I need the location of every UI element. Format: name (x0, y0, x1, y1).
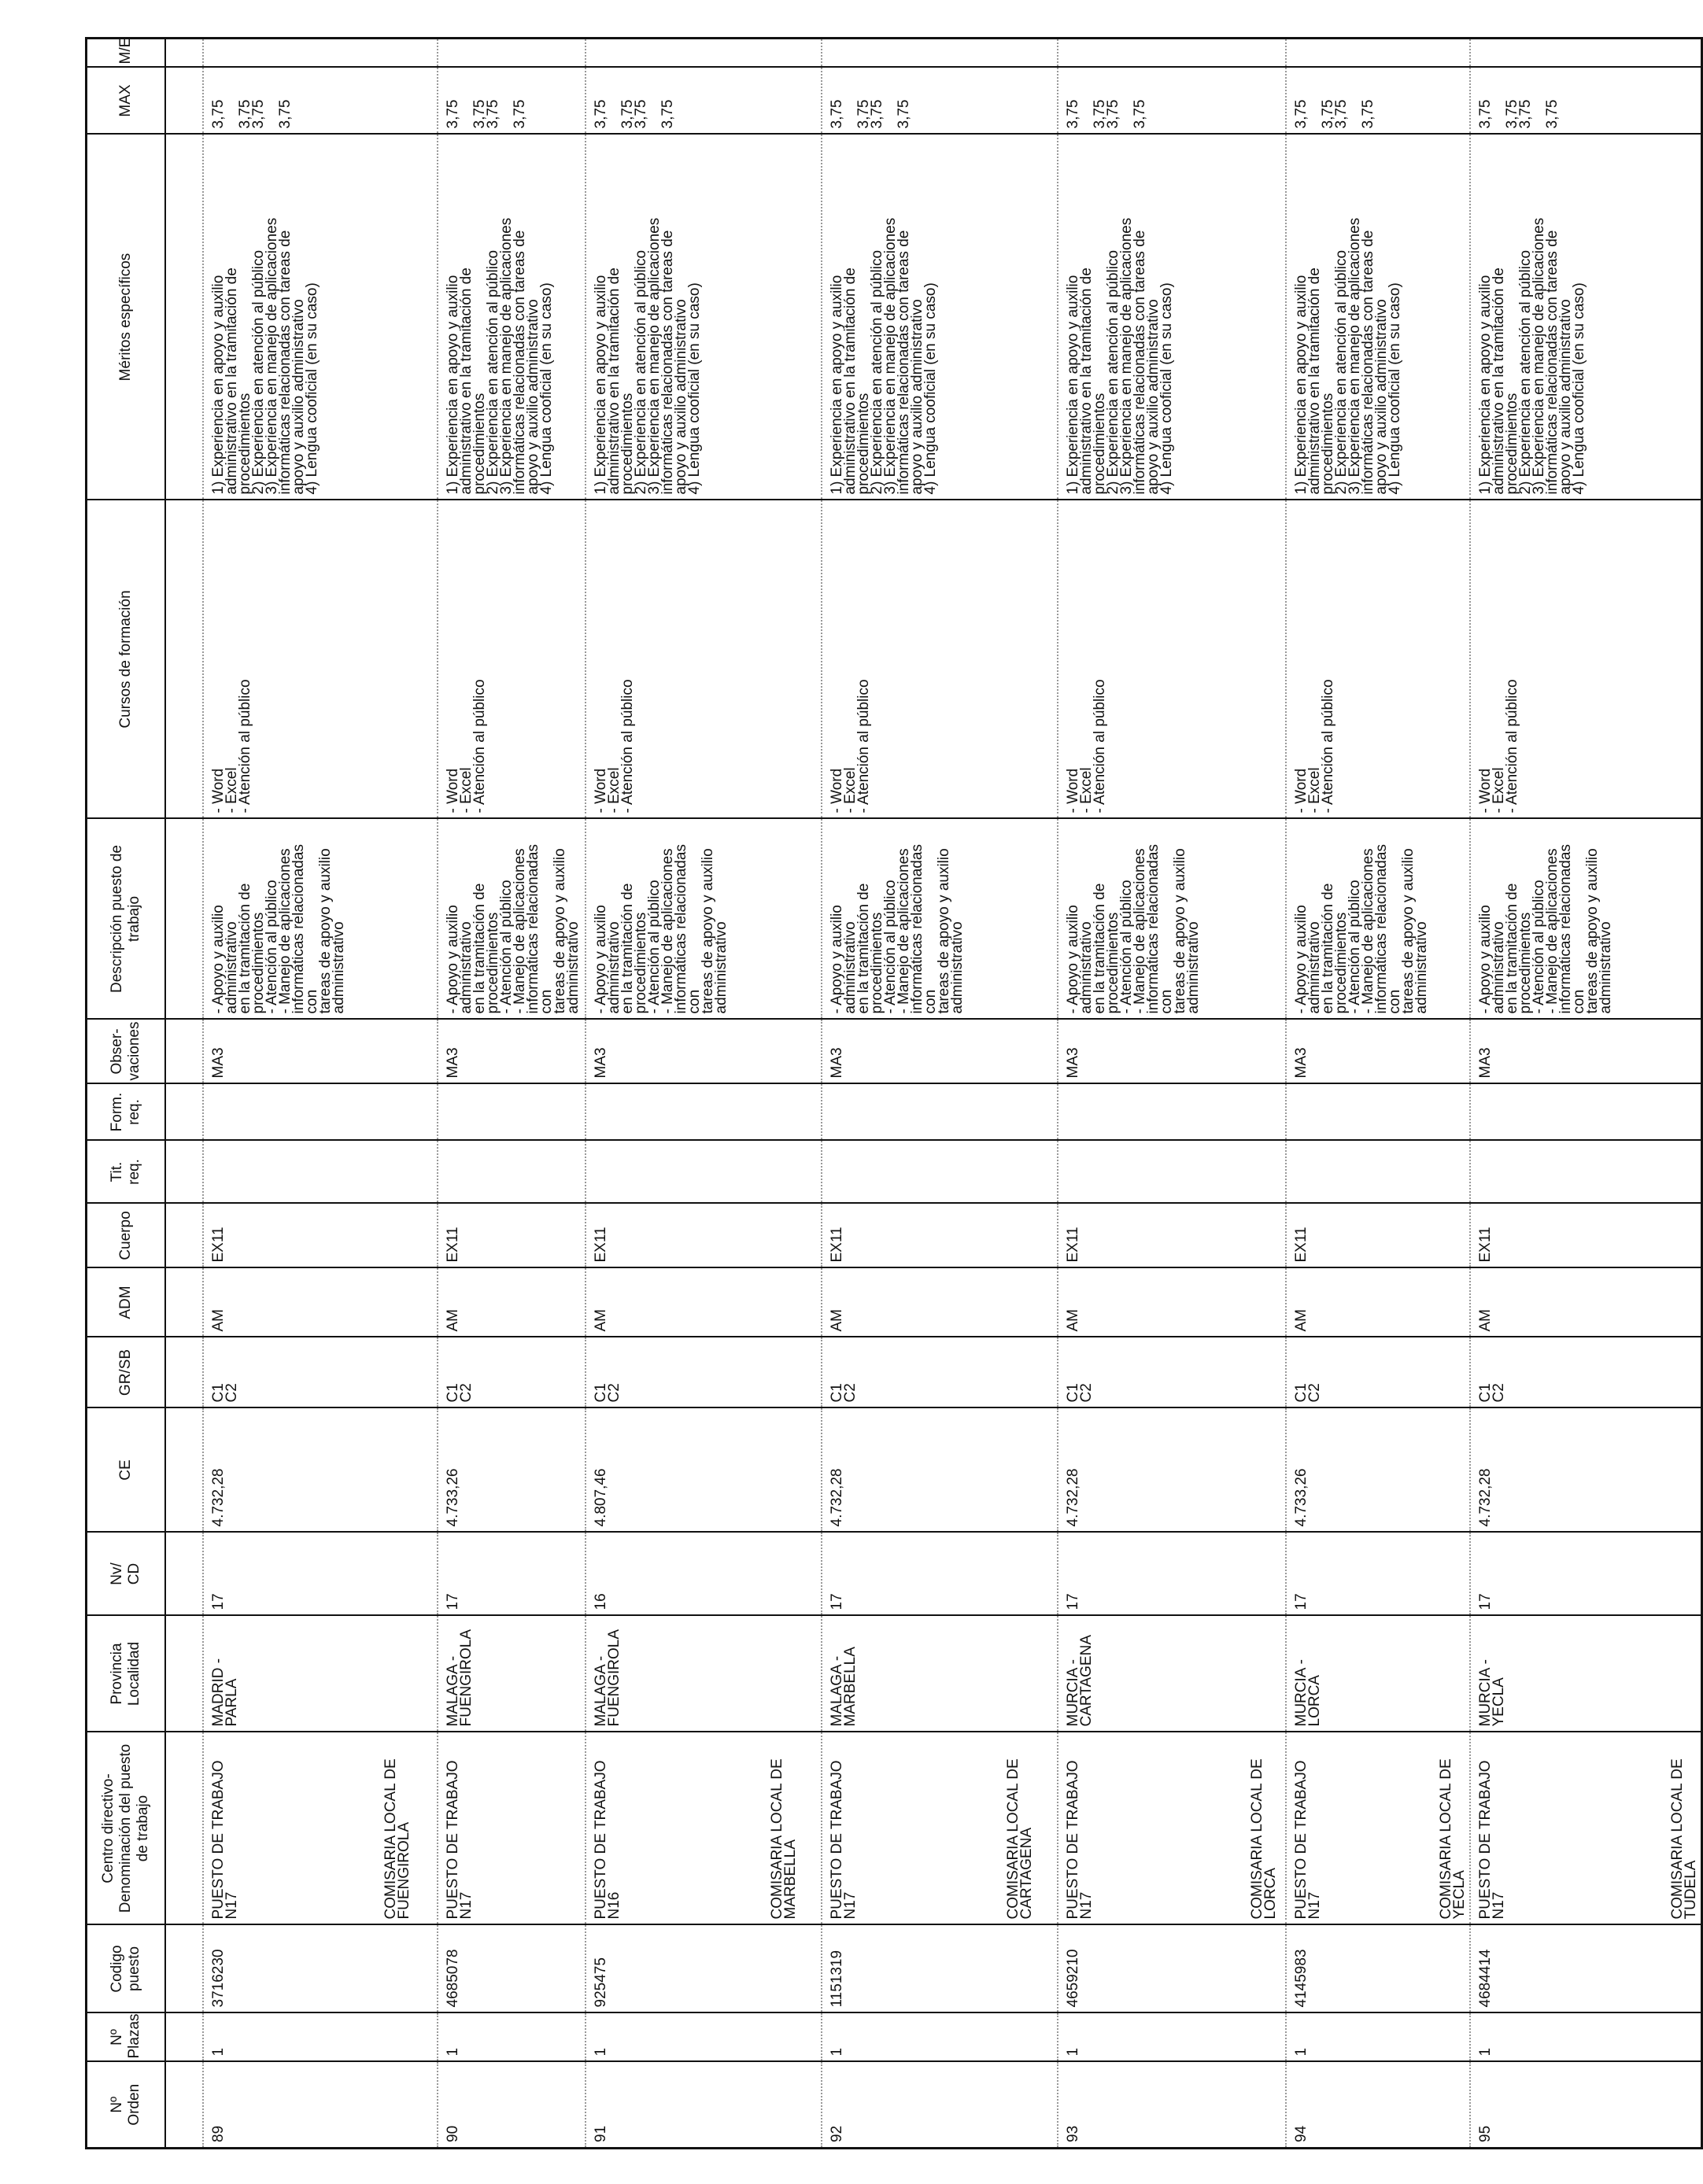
cell-form (1286, 1084, 1470, 1141)
centro-comisaria: COMISARIA LOCAL DE MARBELLA (769, 1758, 799, 1920)
cell-plazas: 1 (1058, 2013, 1286, 2062)
cell-form (1470, 1084, 1702, 1141)
cell-obs: MA3 (1286, 1020, 1470, 1084)
col-cuerpo: Cuerpo (87, 1204, 166, 1268)
cell-descripcion: - Apoyo y auxilio administrativo en la tramitación de procedimientos - Atención al público - Manejo de aplicaciones informáticas relacionadas con tareas de apoyo y auxilio administrativo (1470, 819, 1702, 1020)
cell-max: 3,75 3,75 3,75 3,75 (1058, 68, 1286, 135)
cell-grsb: C1 C2 (822, 1337, 1058, 1408)
cell-cursos: - Word - Excel - Atención al público (1058, 500, 1286, 819)
table-row (1286, 39, 1470, 2149)
cell-plazas: 1 (1286, 2013, 1470, 2062)
col-tit: Tit. req. (87, 1141, 166, 1204)
cell-centro (203, 1732, 438, 1925)
centro-comisaria: COMISARIA LOCAL DE FUENGIROLA (382, 1758, 412, 1920)
cell-grsb: C1 C2 (438, 1337, 586, 1408)
cell-adm: AM (586, 1268, 822, 1337)
centro-puesto: PUESTO DE TRABAJO N17 (829, 1760, 859, 1920)
positions-table (85, 37, 1703, 2149)
cell-tit (203, 1141, 438, 1204)
cell-codigo: 3716230 (203, 1925, 438, 2013)
cell-codigo: 4685078 (438, 1925, 586, 2013)
cell-orden: 91 (586, 2062, 822, 2149)
cell-max: 3,75 3,75 3,75 3,75 (822, 68, 1058, 135)
cell-descripcion: - Apoyo y auxilio administrativo en la tramitación de procedimientos - Atención al público - Manejo de aplicaciones informáticas relacionadas con tareas de apoyo y auxilio administrativo (586, 819, 822, 1020)
cell-me (586, 39, 822, 68)
col-centro: Centro directivo- Denominación del puesto de trabajo (87, 1732, 166, 1925)
cell-nivel: 17 (1470, 1533, 1702, 1616)
cell-max: 3,75 3,75 3,75 3,75 (203, 68, 438, 135)
col-max: MAX (87, 68, 166, 135)
cell-nivel: 17 (1286, 1533, 1470, 1616)
cell-me (203, 39, 438, 68)
cell-descripcion: - Apoyo y auxilio administrativo en la tramitación de procedimientos - Atención al público - Manejo de aplicaciones informáticas relacionadas con tareas de apoyo y auxilio administrativo (1058, 819, 1286, 1020)
cell-ce: 4.732,28 (203, 1408, 438, 1533)
cell-grsb: C1 C2 (1286, 1337, 1470, 1408)
cell-cursos: - Word - Excel - Atención al público (822, 500, 1058, 819)
cell-max: 3,75 3,75 3,75 3,75 (438, 68, 586, 135)
cell-orden: 93 (1058, 2062, 1286, 2149)
cell-obs: MA3 (203, 1020, 438, 1084)
table-row (438, 39, 586, 2149)
spacer-row (165, 39, 203, 2149)
cell-obs: MA3 (822, 1020, 1058, 1084)
cell-ce: 4.732,28 (822, 1408, 1058, 1533)
centro-comisaria: COMISARIA LOCAL DE CARTAGENA (1005, 1758, 1035, 1920)
cell-meritos: 1) Experiencia en apoyo y auxilio administrativo en la tramitación de procedimientos 2) Experiencia en atención al público 3) Experiencia en manejo de aplicaciones informáticas relacionadas con tareas de apoyo y auxilio administrativo 4) Lengua cooficial (en su caso) (586, 135, 822, 500)
cell-ce: 4.733,26 (438, 1408, 586, 1533)
cell-cursos: - Word - Excel - Atención al público (438, 500, 586, 819)
cell-cursos: - Word - Excel - Atención al público (1286, 500, 1470, 819)
cell-plazas: 1 (822, 2013, 1058, 2062)
cell-cuerpo: EX11 (1058, 1204, 1286, 1268)
cell-cuerpo: EX11 (1470, 1204, 1702, 1268)
cell-meritos: 1) Experiencia en apoyo y auxilio administrativo en la tramitación de procedimientos 2) Experiencia en atención al público 3) Experiencia en manejo de aplicaciones informáticas relacionadas con tareas de apoyo y auxilio administrativo 4) Lengua cooficial (en su caso) (1470, 135, 1702, 500)
centro-puesto: PUESTO DE TRABAJO N17 (445, 1760, 475, 1920)
table-row (586, 39, 822, 2149)
cell-centro (822, 1732, 1058, 1925)
cell-tit (1058, 1141, 1286, 1204)
col-adm: ADM (87, 1268, 166, 1337)
cell-descripcion: - Apoyo y auxilio administrativo en la tramitación de procedimientos - Atención al público - Manejo de aplicaciones informáticas relacionadas con tareas de apoyo y auxilio administrativo (203, 819, 438, 1020)
cell-plazas: 1 (586, 2013, 822, 2062)
cell-cursos: - Word - Excel - Atención al público (586, 500, 822, 819)
cell-adm: AM (1286, 1268, 1470, 1337)
table-row (1470, 39, 1702, 2149)
centro-puesto: PUESTO DE TRABAJO N17 (1065, 1760, 1095, 1920)
cell-nivel: 17 (1058, 1533, 1286, 1616)
centro-puesto: PUESTO DE TRABAJO N17 (210, 1760, 240, 1920)
cell-orden: 89 (203, 2062, 438, 2149)
cell-tit (586, 1141, 822, 1204)
cell-codigo: 4659210 (1058, 1925, 1286, 2013)
cell-ce: 4.733,26 (1286, 1408, 1470, 1533)
cell-me (438, 39, 586, 68)
cell-codigo: 4145983 (1286, 1925, 1470, 2013)
cell-nivel: 17 (438, 1533, 586, 1616)
col-provincia: Provincia Localidad (87, 1616, 166, 1732)
cell-descripcion: - Apoyo y auxilio administrativo en la tramitación de procedimientos - Atención al público - Manejo de aplicaciones informáticas relacionadas con tareas de apoyo y auxilio administrativo (822, 819, 1058, 1020)
cell-grsb: C1 C2 (1470, 1337, 1702, 1408)
cell-tit (1470, 1141, 1702, 1204)
table-row (822, 39, 1058, 2149)
cell-plazas: 1 (1470, 2013, 1702, 2062)
col-cursos: Cursos de formación (87, 500, 166, 819)
cell-cuerpo: EX11 (1286, 1204, 1470, 1268)
cell-provincia: MURCIA - LORCA (1286, 1616, 1470, 1732)
cell-cursos: - Word - Excel - Atención al público (1470, 500, 1702, 819)
cell-provincia: MURCIA - CARTAGENA (1058, 1616, 1286, 1732)
cell-adm: AM (822, 1268, 1058, 1337)
col-meritos: Méritos específicos (87, 135, 166, 500)
cell-meritos: 1) Experiencia en apoyo y auxilio administrativo en la tramitación de procedimientos 2) Experiencia en atención al público 3) Experiencia en manejo de aplicaciones informáticas relacionadas con tareas de apoyo y auxilio administrativo 4) Lengua cooficial (en su caso) (438, 135, 586, 500)
cell-centro (1058, 1732, 1286, 1925)
cell-codigo: 1151319 (822, 1925, 1058, 2013)
cell-me (1058, 39, 1286, 68)
cell-form (203, 1084, 438, 1141)
cell-centro (438, 1732, 586, 1925)
cell-centro (1470, 1732, 1702, 1925)
cell-cuerpo: EX11 (203, 1204, 438, 1268)
cell-tit (822, 1141, 1058, 1204)
centro-comisaria: COMISARIA LOCAL DE YECLA (1438, 1758, 1468, 1920)
cell-cuerpo: EX11 (586, 1204, 822, 1268)
cell-max: 3,75 3,75 3,75 3,75 (1286, 68, 1470, 135)
col-plazas: Nº Plazas (87, 2013, 166, 2062)
centro-puesto: PUESTO DE TRABAJO N16 (593, 1760, 622, 1920)
cell-descripcion: - Apoyo y auxilio administrativo en la tramitación de procedimientos - Atención al público - Manejo de aplicaciones informáticas relacionadas con tareas de apoyo y auxilio administrativo (1286, 819, 1470, 1020)
cell-orden: 94 (1286, 2062, 1470, 2149)
cell-provincia: MURCIA - YECLA (1470, 1616, 1702, 1732)
col-grsb: GR/SB (87, 1337, 166, 1408)
centro-comisaria: COMISARIA LOCAL DE LORCA (1249, 1758, 1279, 1920)
cell-tit (1286, 1141, 1470, 1204)
cell-centro (1286, 1732, 1470, 1925)
cell-descripcion: - Apoyo y auxilio administrativo en la tramitación de procedimientos - Atención al público - Manejo de aplicaciones informáticas relacionadas con tareas de apoyo y auxilio administrativo (438, 819, 586, 1020)
cell-max: 3,75 3,75 3,75 3,75 (1470, 68, 1702, 135)
col-ce: CE (87, 1408, 166, 1533)
cell-form (822, 1084, 1058, 1141)
cell-nivel: 17 (203, 1533, 438, 1616)
cell-me (1286, 39, 1470, 68)
cell-me (822, 39, 1058, 68)
cell-provincia: MADRID - PARLA (203, 1616, 438, 1732)
cell-form (438, 1084, 586, 1141)
table-row (1058, 39, 1286, 2149)
col-me: M/E (87, 39, 166, 68)
cell-me (1470, 39, 1702, 68)
cell-plazas: 1 (438, 2013, 586, 2062)
cell-centro (586, 1732, 822, 1925)
col-orden: Nº Orden (87, 2062, 166, 2149)
cell-cursos: - Word - Excel - Atención al público (203, 500, 438, 819)
col-nivel: Nv/ CD (87, 1533, 166, 1616)
cell-cuerpo: EX11 (822, 1204, 1058, 1268)
cell-adm: AM (1058, 1268, 1286, 1337)
header-row (87, 39, 166, 2149)
cell-obs: MA3 (586, 1020, 822, 1084)
col-codigo: Codigo puesto (87, 1925, 166, 2013)
cell-obs: MA3 (1058, 1020, 1286, 1084)
cell-grsb: C1 C2 (1058, 1337, 1286, 1408)
cell-meritos: 1) Experiencia en apoyo y auxilio administrativo en la tramitación de procedimientos 2) Experiencia en atención al público 3) Experiencia en manejo de aplicaciones informáticas relacionadas con tareas de apoyo y auxilio administrativo 4) Lengua cooficial (en su caso) (822, 135, 1058, 500)
cell-meritos: 1) Experiencia en apoyo y auxilio administrativo en la tramitación de procedimientos 2) Experiencia en atención al público 3) Experiencia en manejo de aplicaciones informáticas relacionadas con tareas de apoyo y auxilio administrativo 4) Lengua cooficial (en su caso) (1286, 135, 1470, 500)
cell-nivel: 16 (586, 1533, 822, 1616)
cell-form (586, 1084, 822, 1141)
cell-codigo: 4684414 (1470, 1925, 1702, 2013)
cell-cuerpo: EX11 (438, 1204, 586, 1268)
cell-orden: 92 (822, 2062, 1058, 2149)
col-descripcion: Descripción puesto de trabajo (87, 819, 166, 1020)
centro-puesto: PUESTO DE TRABAJO N17 (1477, 1760, 1507, 1920)
cell-nivel: 17 (822, 1533, 1058, 1616)
cell-adm: AM (438, 1268, 586, 1337)
cell-ce: 4.732,28 (1058, 1408, 1286, 1533)
col-form: Form. req. (87, 1084, 166, 1141)
cell-plazas: 1 (203, 2013, 438, 2062)
cell-meritos: 1) Experiencia en apoyo y auxilio administrativo en la tramitación de procedimientos 2) Experiencia en atención al público 3) Experiencia en manejo de aplicaciones informáticas relacionadas con tareas de apoyo y auxilio administrativo 4) Lengua cooficial (en su caso) (203, 135, 438, 500)
table-row (203, 39, 438, 2149)
centro-comisaria: COMISARIA LOCAL DE TUDELA (1669, 1758, 1699, 1920)
cell-obs: MA3 (1470, 1020, 1702, 1084)
cell-ce: 4.732,28 (1470, 1408, 1702, 1533)
cell-provincia: MALAGA - FUENGIROLA (586, 1616, 822, 1732)
cell-grsb: C1 C2 (203, 1337, 438, 1408)
cell-max: 3,75 3,75 3,75 3,75 (586, 68, 822, 135)
cell-adm: AM (1470, 1268, 1702, 1337)
centro-puesto: PUESTO DE TRABAJO N17 (1293, 1760, 1323, 1920)
cell-meritos: 1) Experiencia en apoyo y auxilio administrativo en la tramitación de procedimientos 2) Experiencia en atención al público 3) Experiencia en manejo de aplicaciones informáticas relacionadas con tareas de apoyo y auxilio administrativo 4) Lengua cooficial (en su caso) (1058, 135, 1286, 500)
cell-orden: 90 (438, 2062, 586, 2149)
cell-tit (438, 1141, 586, 1204)
cell-ce: 4.807,46 (586, 1408, 822, 1533)
cell-codigo: 925475 (586, 1925, 822, 2013)
cell-grsb: C1 C2 (586, 1337, 822, 1408)
cell-obs: MA3 (438, 1020, 586, 1084)
cell-orden: 95 (1470, 2062, 1702, 2149)
cell-provincia: MALAGA - MARBELLA (822, 1616, 1058, 1732)
cell-provincia: MALAGA - FUENGIROLA (438, 1616, 586, 1732)
cell-form (1058, 1084, 1286, 1141)
cell-adm: AM (203, 1268, 438, 1337)
col-obs: Obser- vaciones (87, 1020, 166, 1084)
